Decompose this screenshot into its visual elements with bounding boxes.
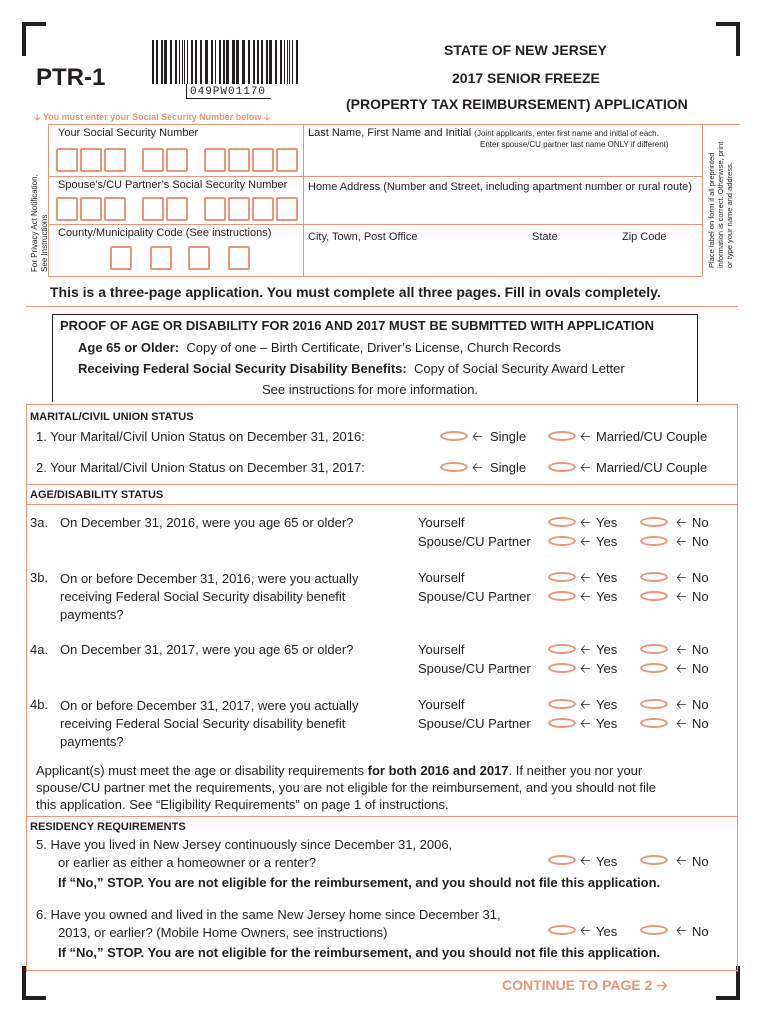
no-label: No [692,661,709,676]
program-title: 2017 SENIOR FREEZE [452,70,600,86]
barcode-bar [248,40,250,84]
no-label: No [692,589,709,604]
barcode-bar [200,40,202,84]
q4a-text: On December 31, 2017, were you age 65 or older? [60,642,354,657]
q3b-spouse-no-oval[interactable] [640,591,668,601]
barcode-bar [211,40,213,84]
q3b-spouse-yes-oval[interactable] [548,591,576,601]
barcode-bar [275,40,277,84]
application-title: (PROPERTY TAX REIMBURSEMENT) APPLICATION [346,96,688,112]
divider [26,404,738,405]
address-label: Home Address (Number and Street, including apartment number or rural route) [308,181,692,193]
digit-box[interactable] [150,246,172,270]
single-label: Single [490,429,527,444]
arrow-left-icon: 🡠 [580,642,591,657]
divider [48,276,702,277]
digit-box[interactable] [56,197,78,221]
proof-see: See instructions for more information. [262,382,479,397]
digit-box[interactable] [80,148,102,172]
eligibility-note: Applicant(s) must meet the age or disability requirements for both 2016 and 2017. If neither you nor your spouse/CU partner met the requirements, you are not eligible for the reimbursement, and you should not file this application. See “Eligibility Requirements” on page 1 of instructions. [36,763,657,812]
barcode-text: 049PW01170 [190,86,267,98]
no-label: No [692,642,709,657]
q3b-self-no-oval[interactable] [640,572,668,582]
yourself-label: Yourself [418,570,465,585]
q3a-self-no-oval[interactable] [640,517,668,527]
city-label: City, Town, Post Office [308,231,418,243]
barcode-bar [261,40,263,84]
q4a-spouse-no-oval[interactable] [640,663,668,673]
digit-box[interactable] [252,148,274,172]
q4a-self-yes-oval[interactable] [548,644,576,654]
barcode-bar [179,40,180,84]
arrow-left-icon: 🡠 [676,923,687,938]
divider [26,504,738,505]
yes-label: Yes [596,661,618,676]
q4b-spouse-yes-oval[interactable] [548,718,576,728]
barcode-bar [236,40,239,84]
q4b-num: 4b. [30,697,49,712]
digit-box[interactable] [228,148,250,172]
q3a-text: On December 31, 2016, were you age 65 or older? [60,515,354,530]
no-label: No [692,924,709,939]
form-id: PTR-1 [36,64,106,91]
married-2017-oval[interactable] [548,462,576,472]
label-note: Place label on form if all preprinted information is correct. Otherwise, print or type your name and address. [707,141,734,268]
arrow-left-icon: 🡠 [676,853,687,868]
yes-label: Yes [596,570,618,585]
arrow-down-icon: 🡣 [34,112,41,122]
divider [26,484,738,485]
arrow-left-icon: 🡠 [676,642,687,657]
arrow-left-icon: 🡠 [580,570,591,585]
single-label: Single [490,460,527,475]
digit-box[interactable] [204,197,226,221]
arrow-left-icon: 🡠 [580,697,591,712]
barcode-bar [184,40,185,84]
crop-mark-top-left [22,22,46,56]
barcode-bar [266,40,268,84]
divider [26,970,738,971]
proof-age: Age 65 or Older: Copy of one – Birth Certificate, Driver’s License, Church Records [78,340,561,355]
divider [737,404,738,972]
digit-box[interactable] [142,197,164,221]
digit-box[interactable] [56,148,78,172]
arrow-left-icon: 🡠 [580,515,591,530]
q5-stop: If “No,” STOP. You are not eligible for the reimbursement, and you should not file this application. [58,875,661,890]
q4b-self-yes-oval[interactable] [548,699,576,709]
yes-label: Yes [596,642,618,657]
barcode-bar [164,40,167,84]
arrow-left-icon: 🡠 [580,923,591,938]
digit-box[interactable] [252,197,274,221]
yourself-label: Yourself [418,515,465,530]
barcode-box-left [186,84,271,99]
marital-heading: MARITAL/CIVIL UNION STATUS [30,411,194,423]
arrow-down-icon: 🡣 [263,112,271,122]
spouse-label: Spouse/CU Partner [418,589,531,604]
q5-yes-oval[interactable] [548,855,576,865]
digit-box[interactable] [188,246,210,270]
barcode-bar [215,40,216,84]
arrow-left-icon: 🡠 [472,460,483,475]
intro-text: This is a three-page application. You must complete all three pages. Fill in ovals completely. [50,284,661,300]
yes-label: Yes [596,697,618,712]
residency-heading: RESIDENCY REQUIREMENTS [30,821,186,833]
digit-box[interactable] [110,246,132,270]
name-hint: Enter spouse/CU partner last name ONLY if different) [480,140,669,149]
q5-no-oval[interactable] [640,855,668,865]
digit-box[interactable] [228,246,250,270]
barcode-bar [161,40,163,84]
no-label: No [692,854,709,869]
barcode-bar [226,40,229,84]
yourself-label: Yourself [418,642,465,657]
yes-label: Yes [596,534,618,549]
barcode-bar [219,40,221,84]
barcode-bar [182,40,183,84]
barcode-bar [280,40,282,84]
digit-box[interactable] [104,197,126,221]
age-heading: AGE/DISABILITY STATUS [30,489,164,501]
divider [48,124,740,125]
digit-box[interactable] [104,148,126,172]
digit-box[interactable] [166,148,188,172]
arrow-left-icon: 🡠 [676,589,687,604]
yes-label: Yes [596,589,618,604]
no-label: No [692,697,709,712]
barcode-bar [170,40,172,84]
yes-label: Yes [596,854,618,869]
q3b-self-yes-oval[interactable] [548,572,576,582]
barcode-bar [175,40,177,84]
barcode-bar [257,40,259,84]
proof-ssd: Receiving Federal Social Security Disability Benefits: Copy of Social Security Award Letter [78,361,625,376]
continue-link[interactable]: CONTINUE TO PAGE 2 🡢 [502,977,668,993]
married-label: Married/CU Couple [596,460,708,475]
marital-q2: 2. Your Marital/Civil Union Status on December 31, 2017: [36,460,365,475]
digit-box[interactable] [80,197,102,221]
privacy-note: For Privacy Act Notification, See Instructions [30,174,49,272]
divider [48,176,702,177]
arrow-left-icon: 🡠 [580,716,591,731]
ssn-notice: 🡣 You must enter your Social Security Number below 🡣 [34,112,271,122]
zip-label: Zip Code [622,231,667,243]
arrow-left-icon: 🡠 [676,716,687,731]
spouse-label: Spouse/CU Partner [418,716,531,731]
q4b-self-no-oval[interactable] [640,699,668,709]
barcode-bar [296,40,298,84]
no-label: No [692,515,709,530]
no-label: No [692,570,709,585]
no-label: No [692,534,709,549]
arrow-left-icon: 🡠 [676,661,687,676]
arrow-left-icon: 🡠 [580,429,591,444]
arrow-left-icon: 🡠 [580,534,591,549]
no-label: No [692,716,709,731]
divider [702,124,703,276]
q4b-text: On or before December 31, 2017, were you actually receiving Federal Social Security disability benefit payments? [60,698,359,749]
q4a-spouse-yes-oval[interactable] [548,663,576,673]
marital-q1: 1. Your Marital/Civil Union Status on December 31, 2016: [36,429,365,444]
arrow-left-icon: 🡠 [580,661,591,676]
q3a-self-yes-oval[interactable] [548,517,576,527]
crop-mark-top-right [716,22,740,56]
arrow-left-icon: 🡠 [676,697,687,712]
barcode-bar [205,40,208,84]
ssn-label: Your Social Security Number [58,127,199,139]
married-label: Married/CU Couple [596,429,708,444]
single-2016-oval[interactable] [440,431,468,441]
divider [26,816,738,817]
proof-title: PROOF OF AGE OR DISABILITY FOR 2016 AND 2017 MUST BE SUBMITTED WITH APPLICATION [60,318,654,333]
arrow-left-icon: 🡠 [472,429,483,444]
divider [26,404,27,972]
digit-box[interactable] [166,197,188,221]
q3a-spouse-yes-oval[interactable] [548,536,576,546]
yes-label: Yes [596,515,618,530]
name-label: Last Name, First Name and Initial (Joint applicants, enter first name and initial of each. [308,127,659,139]
q6-stop: If “No,” STOP. You are not eligible for the reimbursement, and you should not file this application. [58,945,661,960]
married-2016-oval[interactable] [548,431,576,441]
digit-box[interactable] [204,148,226,172]
barcode-bar [232,40,235,84]
barcode-bar [269,40,272,84]
arrow-left-icon: 🡠 [676,570,687,585]
barcode [152,40,300,88]
barcode-bar [223,40,225,84]
divider [48,224,702,225]
yourself-label: Yourself [418,697,465,712]
barcode-bar [287,40,288,84]
digit-box[interactable] [228,197,250,221]
barcode-bar [191,40,193,84]
barcode-bar [253,40,255,84]
barcode-bar [284,40,285,84]
yes-label: Yes [596,924,618,939]
q5-text: 5. Have you lived in New Jersey continuously since December 31, 2006, or earlier as either a homeowner or a renter? [36,837,453,870]
arrow-left-icon: 🡠 [580,853,591,868]
state-label: State [532,231,558,243]
q3b-text: On or before December 31, 2016, were you actually receiving Federal Social Security disability benefit payments? [60,571,359,622]
barcode-bar [195,40,197,84]
barcode-bar [242,40,245,84]
arrow-left-icon: 🡠 [676,515,687,530]
q4a-self-no-oval[interactable] [640,644,668,654]
county-label: County/Municipality Code (See instructions) [58,227,272,239]
spouse-label: Spouse/CU Partner [418,661,531,676]
barcode-bar [152,40,154,84]
digit-box[interactable] [276,148,298,172]
q6-yes-oval[interactable] [548,925,576,935]
spouse-label: Spouse/CU Partner [418,534,531,549]
barcode-bar [156,40,158,84]
q4a-num: 4a. [30,642,49,657]
single-2017-oval[interactable] [440,462,468,472]
digit-box[interactable] [142,148,164,172]
q3a-spouse-no-oval[interactable] [640,536,668,546]
q4b-spouse-no-oval[interactable] [640,718,668,728]
arrow-left-icon: 🡠 [580,589,591,604]
arrow-right-icon: 🡢 [656,977,668,993]
q6-text: 6. Have you owned and lived in the same New Jersey home since December 31, 2013, or earlier? (Mobile Home Owners, see instructions) [36,907,501,940]
state-title: STATE OF NEW JERSEY [444,42,607,58]
barcode-bar [289,40,290,84]
yes-label: Yes [596,716,618,731]
q3b-num: 3b. [30,570,49,585]
q6-no-oval[interactable] [640,925,668,935]
barcode-bar [292,40,293,84]
divider [26,306,738,307]
barcode-bar [187,40,188,84]
spouse-ssn-label: Spouse’s/CU Partner’s Social Security Number [58,179,288,191]
divider [303,124,304,276]
q3a-num: 3a. [30,515,49,530]
arrow-left-icon: 🡠 [580,460,591,475]
digit-box[interactable] [276,197,298,221]
arrow-left-icon: 🡠 [676,534,687,549]
